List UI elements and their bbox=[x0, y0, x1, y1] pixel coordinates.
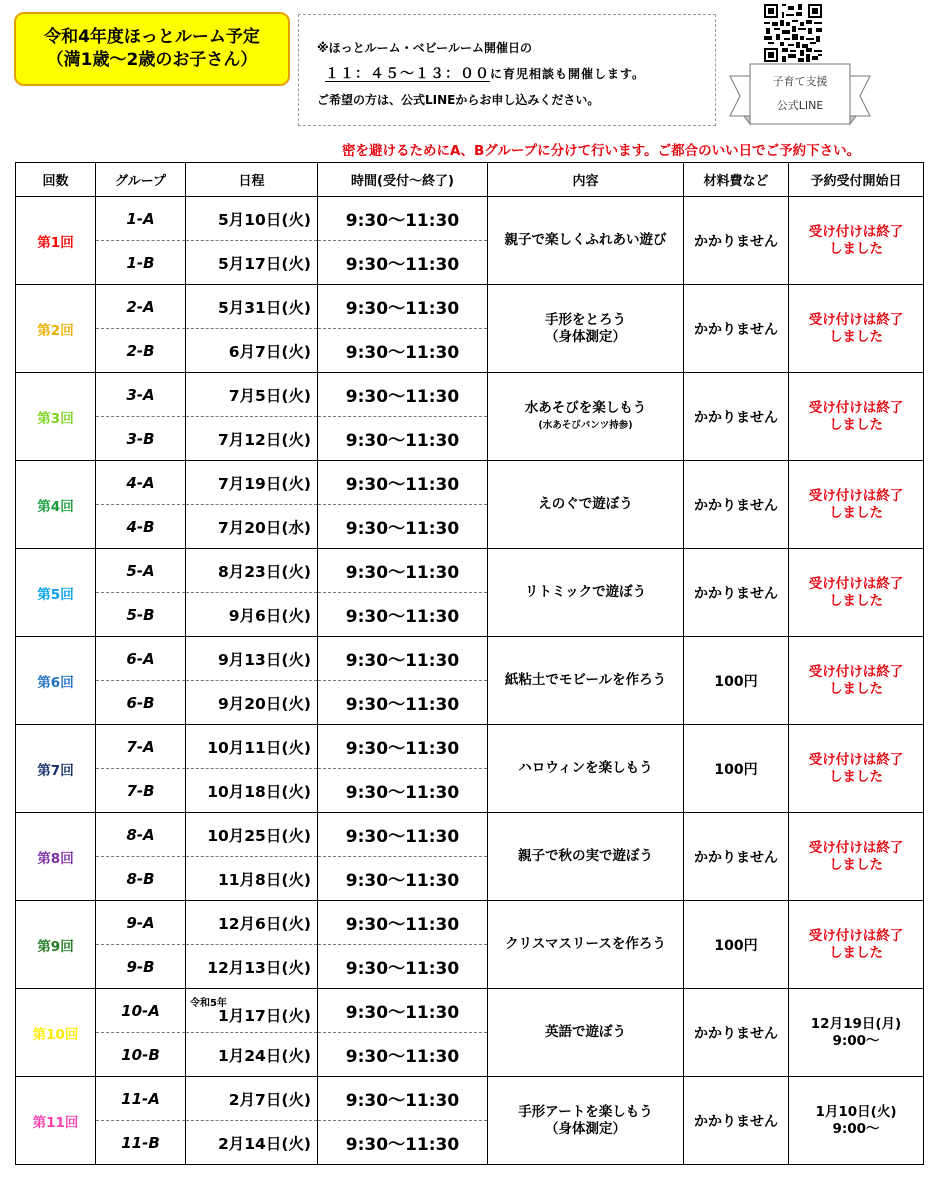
date-cell: 12月6日(火) bbox=[186, 901, 318, 945]
fee-cell: 100円 bbox=[684, 637, 789, 725]
session-label: 第1回 bbox=[16, 197, 96, 285]
date-cell: 7月5日(火) bbox=[186, 373, 318, 417]
content-text: 水あそびを楽しもう bbox=[524, 399, 647, 416]
fee-cell: かかりません bbox=[684, 989, 789, 1077]
fee-cell: かかりません bbox=[684, 813, 789, 901]
time-cell: 9:30～11:30 bbox=[318, 901, 488, 945]
line-banner-text bbox=[752, 70, 848, 118]
reservation-start-cell bbox=[789, 725, 924, 813]
banner-line1: 子育て支援 bbox=[772, 75, 828, 88]
content-text: 親子で楽しくふれあい遊び bbox=[504, 232, 667, 248]
fee-cell: 100円 bbox=[684, 725, 789, 813]
group-cell: 5-B bbox=[96, 593, 186, 637]
table-row bbox=[16, 461, 924, 505]
date-cell: 9月20日(火) bbox=[186, 681, 318, 725]
fee-cell: かかりません bbox=[684, 1077, 789, 1165]
date-cell: 11月8日(火) bbox=[186, 857, 318, 901]
time-cell: 9:30～11:30 bbox=[318, 989, 488, 1033]
schedule-table bbox=[15, 162, 924, 1165]
notice-line1: ※ほっとルーム・ベビールーム開催日の bbox=[317, 41, 532, 55]
fee-cell: かかりません bbox=[684, 373, 789, 461]
reservation-start-cell bbox=[789, 813, 924, 901]
date-cell: 10月11日(火) bbox=[186, 725, 318, 769]
time-cell: 9:30～11:30 bbox=[318, 769, 488, 813]
date-cell: 5月10日(火) bbox=[186, 197, 318, 241]
time-cell: 9:30～11:30 bbox=[318, 1077, 488, 1121]
session-label: 第7回 bbox=[16, 725, 96, 813]
content-cell bbox=[488, 813, 684, 901]
reservation-closed-text: 受け付けは終了しました bbox=[808, 751, 904, 785]
table-row bbox=[16, 1077, 924, 1121]
group-cell: 9-B bbox=[96, 945, 186, 989]
content-cell bbox=[488, 549, 684, 637]
content-sub: （身体測定） bbox=[545, 1120, 626, 1137]
content-cell bbox=[488, 373, 684, 461]
date-cell: 7月19日(火) bbox=[186, 461, 318, 505]
fee-cell: 100円 bbox=[684, 901, 789, 989]
table-row bbox=[16, 637, 924, 681]
time-cell: 9:30～11:30 bbox=[318, 329, 488, 373]
group-cell: 11-A bbox=[96, 1077, 186, 1121]
session-label: 第11回 bbox=[16, 1077, 96, 1165]
date-text: 1月17日(火) bbox=[217, 1007, 311, 1025]
date-cell: 7月12日(火) bbox=[186, 417, 318, 461]
notice-time: １１：４５～１３：００ bbox=[325, 66, 490, 82]
time-cell: 9:30～11:30 bbox=[318, 417, 488, 461]
date-cell: 7月20日(水) bbox=[186, 505, 318, 549]
group-cell: 7-A bbox=[96, 725, 186, 769]
reservation-start-cell bbox=[789, 549, 924, 637]
time-cell: 9:30～11:30 bbox=[318, 1121, 488, 1165]
date-cell: 5月31日(火) bbox=[186, 285, 318, 329]
title-line1: 令和4年度ほっとルーム予定 bbox=[44, 27, 260, 47]
reservation-start-cell bbox=[789, 901, 924, 989]
content-cell bbox=[488, 989, 684, 1077]
session-label: 第3回 bbox=[16, 373, 96, 461]
group-cell: 10-B bbox=[96, 1033, 186, 1077]
table-row bbox=[16, 989, 924, 1033]
time-cell: 9:30～11:30 bbox=[318, 285, 488, 329]
notice-line3: ご希望の方は、公式LINEからお申し込みください。 bbox=[317, 93, 600, 107]
reservation-closed-text: 受け付けは終了しました bbox=[808, 223, 904, 257]
table-row bbox=[16, 725, 924, 769]
header-cell: 材料費など bbox=[684, 163, 789, 197]
group-cell: 7-B bbox=[96, 769, 186, 813]
reservation-closed-text: 受け付けは終了しました bbox=[808, 839, 904, 873]
group-cell: 8-A bbox=[96, 813, 186, 857]
reservation-closed-text: 受け付けは終了しました bbox=[808, 575, 904, 609]
reservation-closed-text: 受け付けは終了しました bbox=[808, 663, 904, 697]
group-cell: 1-B bbox=[96, 241, 186, 285]
content-text: 手形をとろう bbox=[545, 311, 626, 328]
reservation-closed-text: 受け付けは終了しました bbox=[808, 487, 904, 521]
table-row bbox=[16, 901, 924, 945]
header-cell: 日程 bbox=[186, 163, 318, 197]
reservation-start-cell bbox=[789, 197, 924, 285]
content-cell bbox=[488, 901, 684, 989]
table-row bbox=[16, 197, 924, 241]
group-note: 密を避けるためにA、Bグループに分けて行います。ご都合のいい日でご予約下さい。 bbox=[342, 143, 861, 159]
start-date: 1月10日(火) bbox=[815, 1103, 897, 1120]
notice-box bbox=[298, 14, 716, 126]
time-cell: 9:30～11:30 bbox=[318, 637, 488, 681]
reservation-start-cell bbox=[789, 461, 924, 549]
reservation-closed-text: 受け付けは終了しました bbox=[808, 311, 904, 345]
start-time: 9:00～ bbox=[832, 1120, 880, 1137]
session-label: 第6回 bbox=[16, 637, 96, 725]
time-cell: 9:30～11:30 bbox=[318, 197, 488, 241]
content-text: えのぐで遊ぼう bbox=[538, 496, 633, 512]
content-text: ハロウィンを楽しもう bbox=[518, 760, 653, 776]
date-cell: 1月24日(火) bbox=[186, 1033, 318, 1077]
notice-line2: に育児相談も開催します。 bbox=[490, 67, 646, 81]
table-row bbox=[16, 549, 924, 593]
reservation-start-cell bbox=[789, 285, 924, 373]
content-text: 英語で遊ぼう bbox=[545, 1024, 626, 1040]
date-cell: 9月13日(火) bbox=[186, 637, 318, 681]
group-cell: 2-B bbox=[96, 329, 186, 373]
session-label: 第5回 bbox=[16, 549, 96, 637]
content-note: (水あそびパンツ持参) bbox=[538, 419, 633, 431]
date-cell: 8月23日(火) bbox=[186, 549, 318, 593]
content-text: クリスマスリースを作ろう bbox=[505, 936, 666, 952]
group-cell: 9-A bbox=[96, 901, 186, 945]
fee-cell: かかりません bbox=[684, 461, 789, 549]
group-cell: 5-A bbox=[96, 549, 186, 593]
group-cell: 10-A bbox=[96, 989, 186, 1033]
content-cell bbox=[488, 637, 684, 725]
content-sub: （身体測定） bbox=[545, 328, 626, 345]
group-cell: 4-A bbox=[96, 461, 186, 505]
time-cell: 9:30～11:30 bbox=[318, 505, 488, 549]
date-cell: 2月14日(火) bbox=[186, 1121, 318, 1165]
content-text: 紙粘土でモビールを作ろう bbox=[504, 672, 667, 688]
content-cell bbox=[488, 285, 684, 373]
start-time: 9:00～ bbox=[832, 1032, 880, 1049]
reservation-start-cell bbox=[789, 637, 924, 725]
date-cell: 2月7日(火) bbox=[186, 1077, 318, 1121]
content-cell bbox=[488, 197, 684, 285]
time-cell: 9:30～11:30 bbox=[318, 549, 488, 593]
group-cell: 1-A bbox=[96, 197, 186, 241]
date-cell: 12月13日(火) bbox=[186, 945, 318, 989]
date-cell bbox=[186, 989, 318, 1033]
time-cell: 9:30～11:30 bbox=[318, 461, 488, 505]
group-cell: 2-A bbox=[96, 285, 186, 329]
date-cell: 10月18日(火) bbox=[186, 769, 318, 813]
content-cell bbox=[488, 461, 684, 549]
session-label: 第8回 bbox=[16, 813, 96, 901]
reservation-closed-text: 受け付けは終了しました bbox=[808, 399, 904, 433]
line-qr-code-icon[interactable] bbox=[764, 4, 822, 62]
header-cell: 回数 bbox=[16, 163, 96, 197]
header-row bbox=[16, 163, 924, 197]
group-cell: 3-B bbox=[96, 417, 186, 461]
fee-cell: かかりません bbox=[684, 285, 789, 373]
content-text: 親子で秋の実で遊ぼう bbox=[518, 848, 653, 864]
content-cell bbox=[488, 1077, 684, 1165]
table-row bbox=[16, 373, 924, 417]
time-cell: 9:30～11:30 bbox=[318, 945, 488, 989]
group-cell: 6-B bbox=[96, 681, 186, 725]
time-cell: 9:30～11:30 bbox=[318, 241, 488, 285]
time-cell: 9:30～11:30 bbox=[318, 681, 488, 725]
date-cell: 5月17日(火) bbox=[186, 241, 318, 285]
group-cell: 11-B bbox=[96, 1121, 186, 1165]
time-cell: 9:30～11:30 bbox=[318, 725, 488, 769]
time-cell: 9:30～11:30 bbox=[318, 593, 488, 637]
date-cell: 9月6日(火) bbox=[186, 593, 318, 637]
date-cell: 10月25日(火) bbox=[186, 813, 318, 857]
time-cell: 9:30～11:30 bbox=[318, 813, 488, 857]
group-cell: 4-B bbox=[96, 505, 186, 549]
group-cell: 6-A bbox=[96, 637, 186, 681]
time-cell: 9:30～11:30 bbox=[318, 857, 488, 901]
content-text: 手形アートを楽しもう bbox=[518, 1103, 653, 1120]
header-cell: 予約受付開始日 bbox=[789, 163, 924, 197]
fee-cell: かかりません bbox=[684, 549, 789, 637]
session-label: 第9回 bbox=[16, 901, 96, 989]
header-cell: 内容 bbox=[488, 163, 684, 197]
start-date: 12月19日(月) bbox=[810, 1015, 902, 1032]
time-cell: 9:30～11:30 bbox=[318, 1033, 488, 1077]
session-label: 第4回 bbox=[16, 461, 96, 549]
session-label: 第10回 bbox=[16, 989, 96, 1077]
title-line2: （満1歳～2歳のお子さん） bbox=[46, 50, 258, 70]
fee-cell: かかりません bbox=[684, 197, 789, 285]
reservation-start-cell bbox=[789, 1077, 924, 1165]
group-cell: 3-A bbox=[96, 373, 186, 417]
banner-line2: 公式LINE bbox=[776, 99, 824, 112]
session-label: 第2回 bbox=[16, 285, 96, 373]
title-box bbox=[14, 12, 290, 86]
group-cell: 8-B bbox=[96, 857, 186, 901]
content-text: リトミックで遊ぼう bbox=[524, 584, 647, 600]
era-label: 令和5年 bbox=[190, 998, 227, 1009]
table-row bbox=[16, 285, 924, 329]
time-cell: 9:30～11:30 bbox=[318, 373, 488, 417]
table-row bbox=[16, 813, 924, 857]
header-cell: グループ bbox=[96, 163, 186, 197]
content-cell bbox=[488, 725, 684, 813]
reservation-start-cell bbox=[789, 989, 924, 1077]
reservation-closed-text: 受け付けは終了しました bbox=[808, 927, 904, 961]
date-cell: 6月7日(火) bbox=[186, 329, 318, 373]
reservation-start-cell bbox=[789, 373, 924, 461]
header-cell: 時間(受付～終了) bbox=[318, 163, 488, 197]
